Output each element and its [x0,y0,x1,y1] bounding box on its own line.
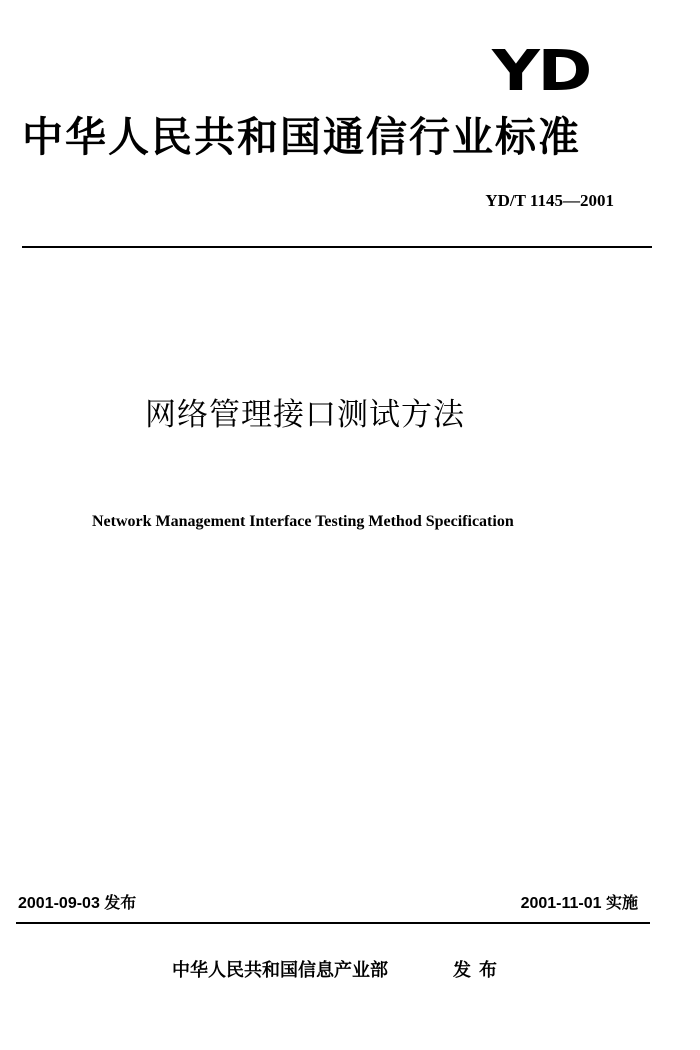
yd-logo: YD [492,39,590,104]
publish-label: 发布 [453,960,505,981]
header-divider [22,246,652,248]
document-title-chinese: 网络管理接口测试方法 [145,397,465,433]
footer-divider [16,922,650,924]
issue-date: 2001-09-03 发布 [18,895,137,912]
document-title-english: Network Management Interface Testing Method Specification [92,513,514,530]
implementation-date: 2001-11-01 实施 [520,895,638,912]
standard-number: YD/T 1145—2001 [485,191,614,210]
publisher-name: 中华人民共和国信息产业部 [172,960,388,981]
standard-category-heading: 中华人民共和国通信行业标准 [22,113,581,161]
